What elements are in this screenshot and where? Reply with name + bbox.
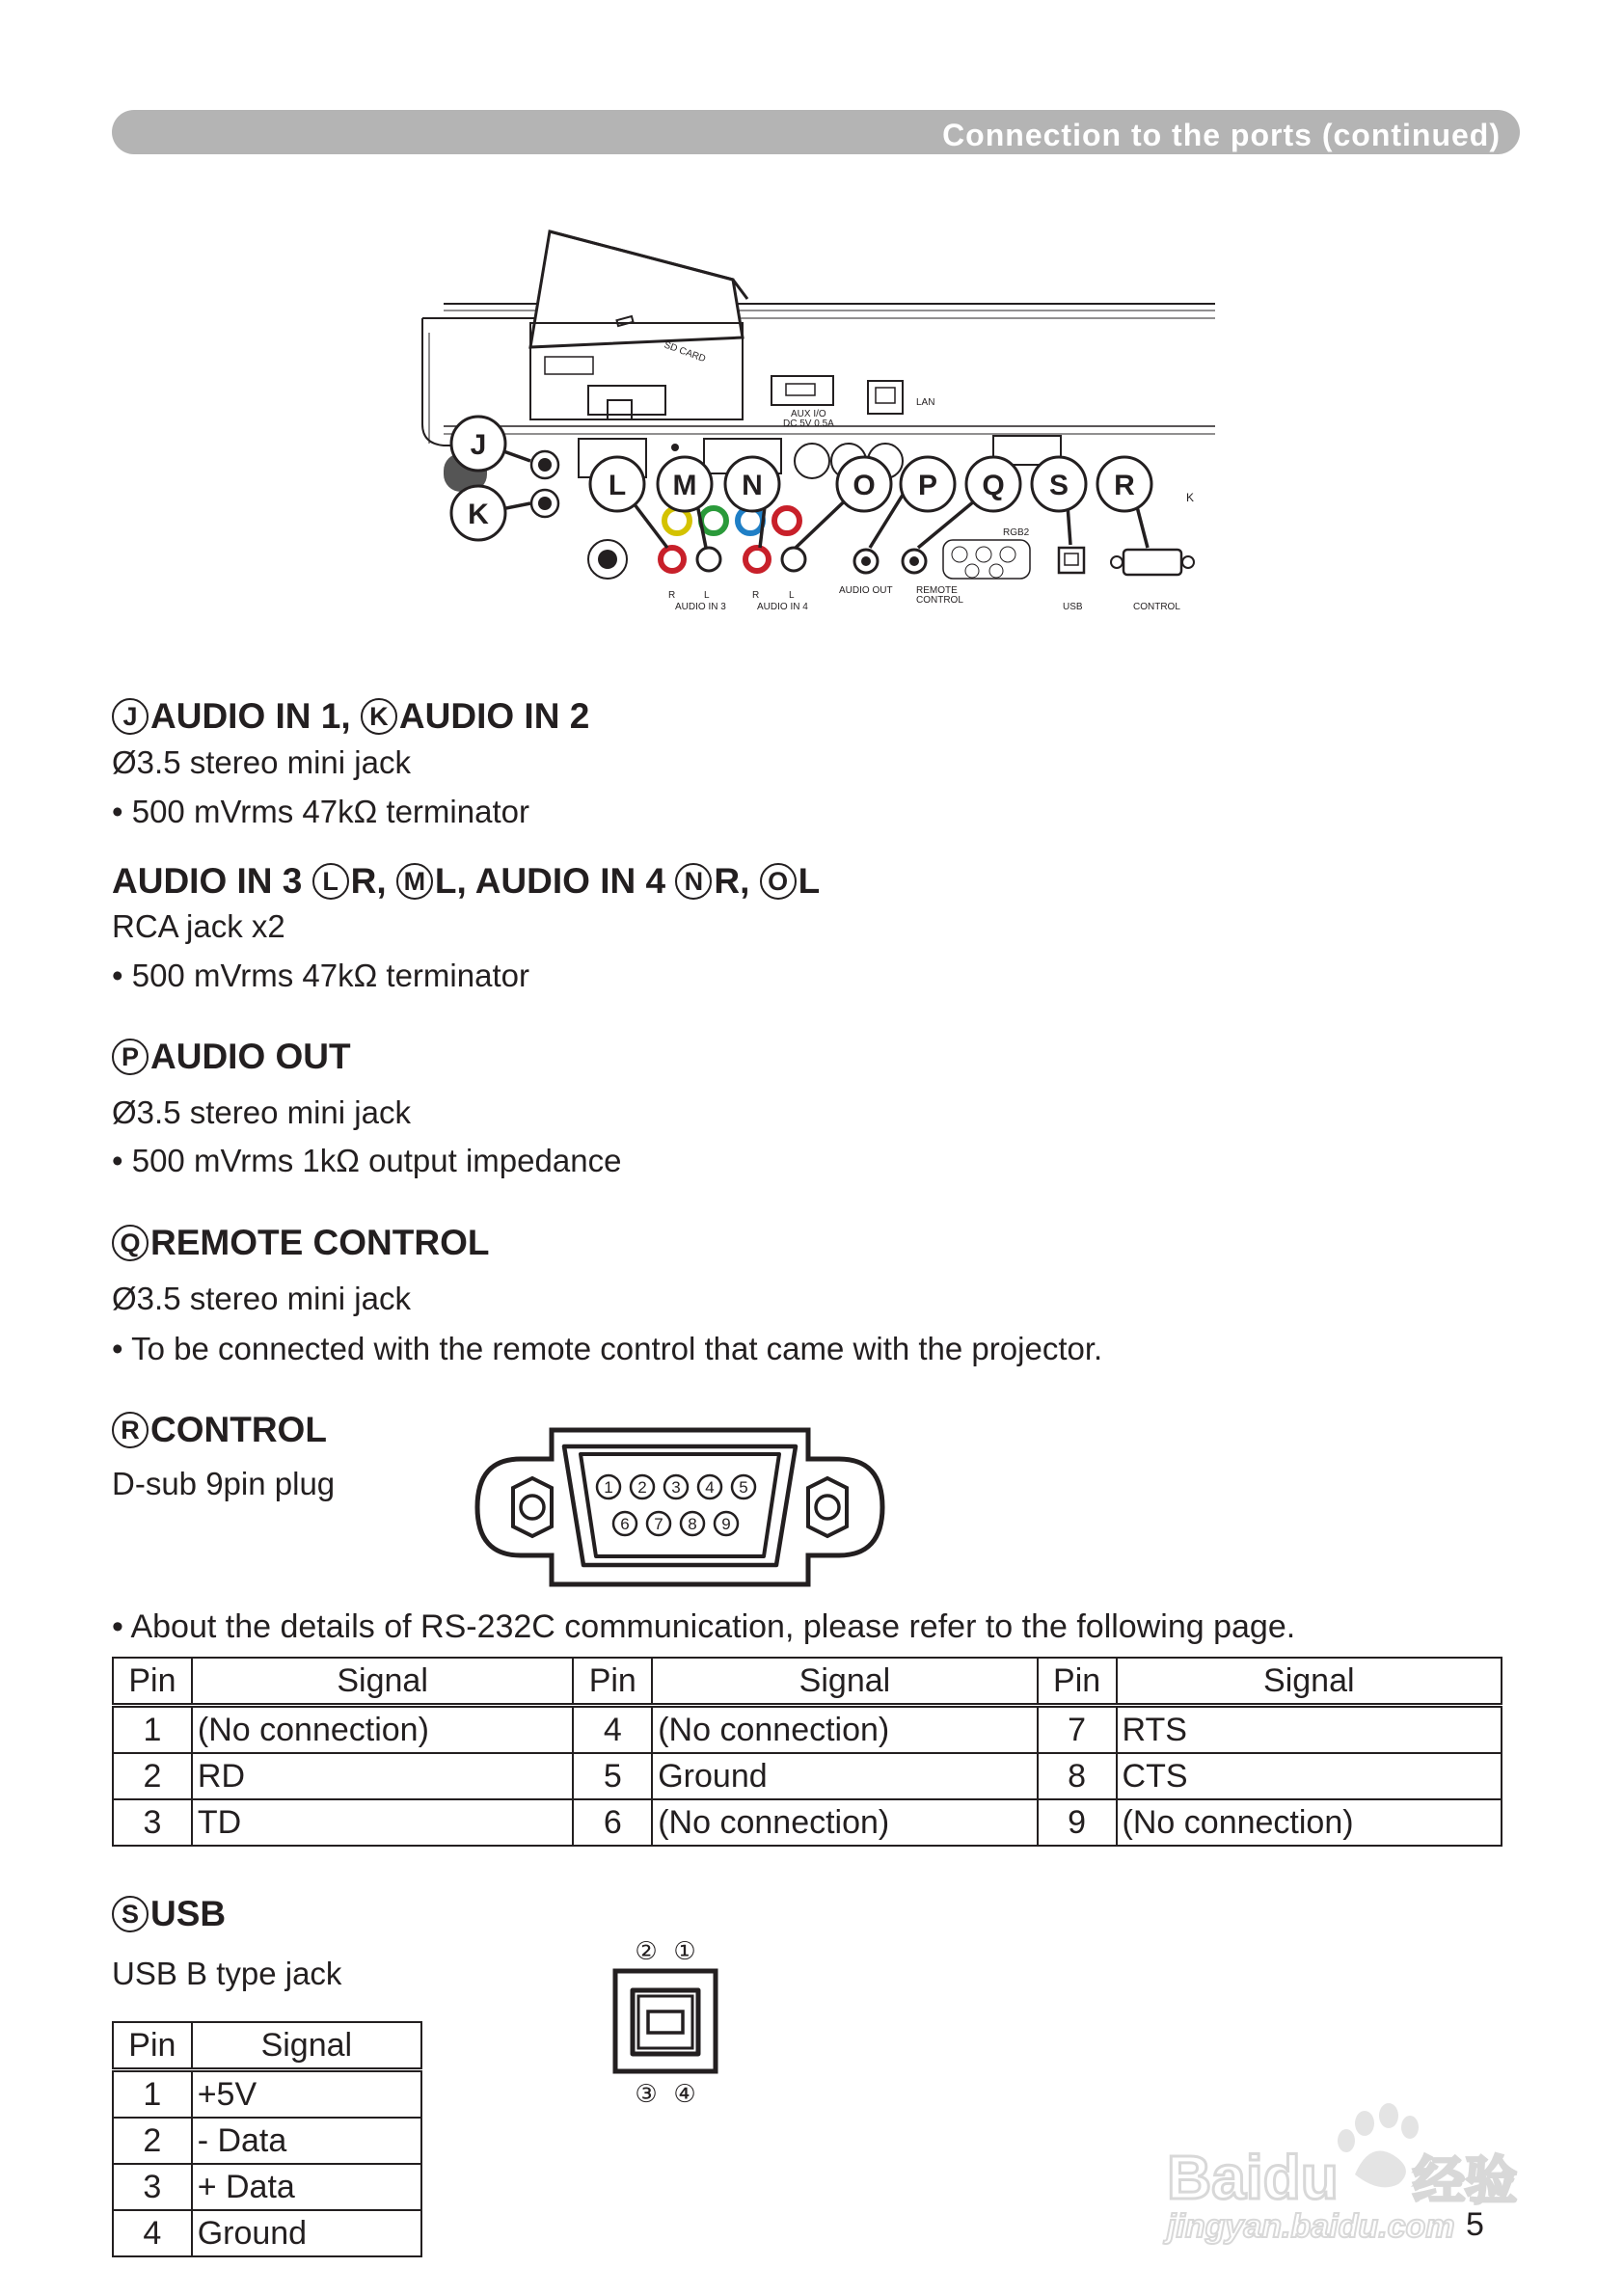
baidu-watermark bbox=[1157, 2102, 1562, 2247]
table-row bbox=[113, 1799, 1502, 1846]
header-title: Connection to the ports (continued) bbox=[942, 118, 1501, 152]
header-pin: Pin bbox=[113, 2022, 192, 2070]
usb-b-diagram bbox=[608, 1929, 723, 2107]
rs232c-note: • About the details of RS-232C communication, please refer to the following page. bbox=[112, 1608, 1296, 1645]
callout-n: N bbox=[742, 470, 763, 501]
usb-pin-label-2: ② bbox=[635, 1937, 658, 1966]
audio-in-3-4-heading: AUDIO IN 3 L R, M L, AUDIO IN 4 N R, O L bbox=[112, 861, 821, 901]
watermark-brand: Baidu bbox=[1167, 2143, 1339, 2212]
audio-in-3-4-jack: RCA jack x2 bbox=[112, 908, 285, 944]
remote-label-2: CONTROL bbox=[916, 595, 963, 606]
signal-cell: TD bbox=[192, 1799, 573, 1846]
signal-cell: (No connection) bbox=[192, 1706, 573, 1754]
dsub-pin-5: 5 bbox=[739, 1478, 748, 1497]
table-row bbox=[113, 2070, 421, 2119]
rs232c-pin-table bbox=[112, 1657, 1502, 1847]
pin-cell: 7 bbox=[1038, 1706, 1117, 1754]
dsub-pin-2: 2 bbox=[637, 1478, 647, 1497]
pin-cell: 6 bbox=[573, 1799, 652, 1846]
pin-cell: 2 bbox=[113, 2118, 192, 2164]
usb-label: USB bbox=[1063, 602, 1083, 612]
table-row bbox=[113, 2118, 421, 2164]
callout-s: S bbox=[1048, 470, 1069, 501]
signal-cell: - Data bbox=[192, 2118, 421, 2164]
l3-label: L bbox=[704, 590, 710, 601]
table-header-row bbox=[113, 2022, 421, 2070]
pin-cell: 1 bbox=[113, 1706, 192, 1754]
table-row bbox=[113, 1706, 1502, 1754]
circle-j: J bbox=[112, 698, 149, 735]
dsub-pin-8: 8 bbox=[688, 1515, 697, 1533]
callout-j: J bbox=[470, 429, 487, 461]
paw-icon bbox=[1338, 2103, 1419, 2187]
remote-label-1: REMOTE bbox=[916, 585, 958, 596]
audio-in-4-label: AUDIO IN 4 bbox=[757, 602, 808, 612]
l4-label: L bbox=[789, 590, 795, 601]
header-pin: Pin bbox=[1038, 1658, 1117, 1706]
callout-k: K bbox=[468, 499, 489, 530]
table-row bbox=[113, 2210, 421, 2256]
r3-label: R bbox=[668, 590, 676, 601]
pin-cell: 5 bbox=[573, 1753, 652, 1799]
usb-connector-type: USB B type jack bbox=[112, 1956, 342, 1991]
aux-io-spec: DC 5V 0.5A bbox=[783, 418, 834, 429]
callout-l: L bbox=[608, 470, 627, 501]
control-label: CONTROL bbox=[1133, 602, 1180, 612]
audio-in-1-2-jack: Ø3.5 stereo mini jack bbox=[112, 744, 411, 780]
circle-o: O bbox=[760, 863, 797, 900]
audio-in-3-4-spec: • 500 mVrms 47kΩ terminator bbox=[112, 958, 529, 993]
usb-pin-label-3: ③ bbox=[635, 2080, 658, 2107]
callout-r: R bbox=[1114, 470, 1135, 501]
usb-pin-table bbox=[112, 2021, 422, 2257]
dsub-pin-1: 1 bbox=[604, 1478, 613, 1497]
pin-cell: 3 bbox=[113, 2164, 192, 2210]
circle-p: P bbox=[112, 1039, 149, 1075]
signal-cell: + Data bbox=[192, 2164, 421, 2210]
signal-cell: (No connection) bbox=[652, 1799, 1037, 1846]
signal-cell: +5V bbox=[192, 2070, 421, 2119]
header-signal: Signal bbox=[192, 2022, 421, 2070]
circle-s: S bbox=[112, 1896, 149, 1932]
table-header-row bbox=[113, 1658, 1502, 1706]
circle-q: Q bbox=[112, 1225, 149, 1261]
circle-n: N bbox=[675, 863, 712, 900]
rgb2-label: RGB2 bbox=[1003, 527, 1030, 538]
usb-pin-label-4: ④ bbox=[673, 2080, 696, 2107]
dsub-pin-3: 3 bbox=[671, 1478, 681, 1497]
table-row bbox=[113, 2164, 421, 2210]
pin-cell: 4 bbox=[113, 2210, 192, 2256]
circle-l: L bbox=[312, 863, 349, 900]
header-bar bbox=[112, 110, 1520, 154]
control-heading: R CONTROL bbox=[112, 1410, 327, 1450]
circle-r: R bbox=[112, 1412, 149, 1448]
remote-control-note: • To be connected with the remote control that came with the projector. bbox=[112, 1331, 1103, 1366]
signal-cell: (No connection) bbox=[1117, 1799, 1502, 1846]
ports-diagram bbox=[415, 222, 1225, 627]
r4-label: R bbox=[752, 590, 760, 601]
header-pin: Pin bbox=[113, 1658, 192, 1706]
usb-heading: S USB bbox=[112, 1894, 226, 1934]
watermark-url: jingyan.baidu.com bbox=[1167, 2208, 1455, 2245]
signal-cell: RTS bbox=[1117, 1706, 1502, 1754]
callout-m: M bbox=[672, 470, 697, 501]
audio-out-spec: • 500 mVrms 1kΩ output impedance bbox=[112, 1143, 622, 1178]
header-signal: Signal bbox=[192, 1658, 573, 1706]
dsub-pin-4: 4 bbox=[705, 1478, 715, 1497]
pin-cell: 1 bbox=[113, 2070, 192, 2119]
header-signal: Signal bbox=[1117, 1658, 1502, 1706]
sd-card-label: SD CARD bbox=[662, 339, 708, 365]
pin-cell: 2 bbox=[113, 1753, 192, 1799]
audio-in-3-label: AUDIO IN 3 bbox=[675, 602, 726, 612]
callout-q: Q bbox=[982, 470, 1005, 501]
dsub-pin-7: 7 bbox=[654, 1515, 663, 1533]
signal-cell: RD bbox=[192, 1753, 573, 1799]
signal-cell: (No connection) bbox=[652, 1706, 1037, 1754]
signal-cell: CTS bbox=[1117, 1753, 1502, 1799]
pin-cell: 9 bbox=[1038, 1799, 1117, 1846]
callout-o: O bbox=[853, 470, 876, 501]
aux-io-label: AUX I/O bbox=[791, 409, 826, 419]
remote-control-heading: Q REMOTE CONTROL bbox=[112, 1223, 489, 1263]
pin-cell: 8 bbox=[1038, 1753, 1117, 1799]
signal-cell: Ground bbox=[652, 1753, 1037, 1799]
signal-cell: Ground bbox=[192, 2210, 421, 2256]
pin-cell: 3 bbox=[113, 1799, 192, 1846]
audio-out-label: AUDIO OUT bbox=[839, 585, 893, 596]
dsub-pin-6: 6 bbox=[620, 1515, 630, 1533]
pin-cell: 4 bbox=[573, 1706, 652, 1754]
audio-in-1-2-heading: J AUDIO IN 1, K AUDIO IN 2 bbox=[112, 696, 589, 737]
lan-label: LAN bbox=[916, 397, 935, 408]
dsub-9pin-diagram bbox=[473, 1425, 887, 1589]
watermark-cn: 经验 bbox=[1413, 2152, 1517, 2210]
table-row bbox=[113, 1753, 1502, 1799]
remote-control-jack: Ø3.5 stereo mini jack bbox=[112, 1281, 411, 1316]
page-number: 5 bbox=[1466, 2206, 1484, 2243]
callout-p: P bbox=[917, 470, 938, 501]
control-connector-type: D-sub 9pin plug bbox=[112, 1466, 336, 1501]
sd-card-module bbox=[530, 231, 747, 364]
audio-out-heading: P AUDIO OUT bbox=[112, 1037, 351, 1077]
circle-k: K bbox=[361, 698, 397, 735]
header-pin: Pin bbox=[573, 1658, 652, 1706]
audio-in-1-2-spec: • 500 mVrms 47kΩ terminator bbox=[112, 794, 529, 829]
audio-out-jack: Ø3.5 stereo mini jack bbox=[112, 1094, 411, 1130]
header-signal: Signal bbox=[652, 1658, 1037, 1706]
usb-pin-label-1: ① bbox=[673, 1937, 696, 1966]
dsub-pin-9: 9 bbox=[721, 1515, 731, 1533]
lock-k-label: K bbox=[1186, 491, 1195, 504]
circle-m: M bbox=[396, 863, 433, 900]
